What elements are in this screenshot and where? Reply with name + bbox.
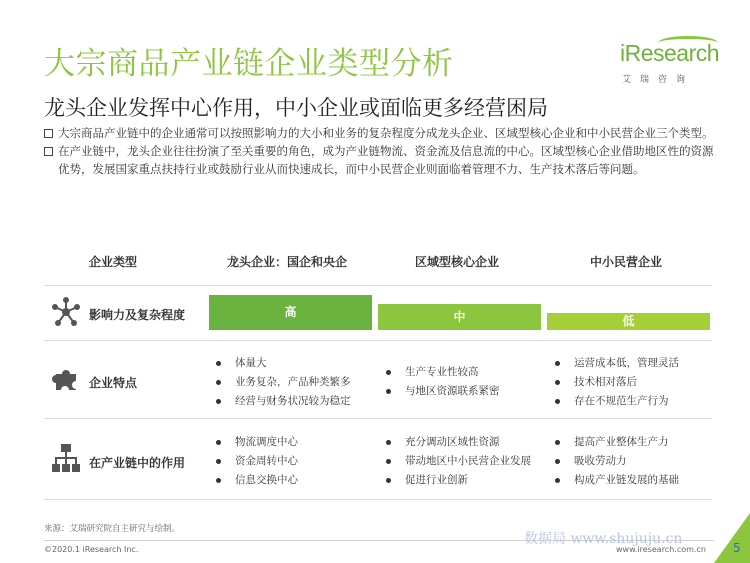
list-item: 吸收劳动力: [552, 452, 679, 471]
list-item: 经营与财务状况较为稳定: [213, 392, 351, 411]
hierarchy-icon: [50, 442, 82, 474]
list-item: 信息交换中心: [213, 471, 298, 490]
website-link[interactable]: www.iresearch.com.cn: [616, 545, 706, 554]
features-regional-list: [383, 363, 500, 401]
row-label-role: 在产业链中的作用: [89, 456, 186, 470]
list-item: 技术相对落后: [552, 373, 679, 392]
copyright: ©2020.1 iResearch Inc.: [44, 545, 139, 554]
list-item: 业务复杂，产品种类繁多: [213, 373, 351, 392]
divider: [44, 285, 712, 286]
list-item: 资金周转中心: [213, 452, 298, 471]
network-nodes-icon: [50, 296, 82, 328]
divider: [44, 340, 712, 341]
level-label: 高: [284, 305, 297, 319]
iresearch-logo: [620, 40, 720, 88]
page-subtitle: 龙头企业发挥中心作用，中小企业或面临更多经营困局: [44, 96, 548, 120]
intro-text: 在产业链中，龙头企业往往扮演了至关重要的角色，成为产业链物流、资金流及信息流的中心。区域型核心企业借助地区性的资源优势，发展国家重点扶持行业或鼓励行业从而快速成长，而中小民营企业则面临着管理不力、生产技术落后等问题。: [58, 144, 714, 176]
puzzle-icon: [50, 364, 82, 396]
divider: [44, 499, 712, 500]
logo-cn-text: 艾瑞咨询: [622, 75, 695, 85]
list-item: 提高产业整体生产力: [552, 433, 679, 452]
header-regional: 区域型核心企业: [415, 255, 500, 269]
list-item: 存在不规范生产行为: [552, 392, 679, 411]
page-title: 大宗商品产业链企业类型分析: [44, 46, 454, 82]
level-label: 低: [622, 314, 635, 328]
divider: [44, 418, 712, 419]
list-item: 与地区资源联系紧密: [383, 382, 500, 401]
role-sme-list: [552, 433, 679, 490]
intro-bullet: [44, 124, 719, 142]
watermark: 数据局 www.shujuju.cn: [524, 531, 683, 547]
level-bar-high: [209, 295, 372, 330]
list-item: 体量大: [213, 354, 351, 373]
page-number: 5: [733, 541, 741, 555]
features-leading-list: [213, 354, 351, 411]
role-regional-list: [383, 433, 531, 490]
list-item: 促进行业创新: [383, 471, 531, 490]
logo-text: iResearch: [620, 40, 720, 66]
level-label: 中: [453, 310, 466, 324]
source-note: 来源：艾瑞研究院自主研究与绘制。: [44, 524, 181, 534]
list-item: 构成产业链发展的基础: [552, 471, 679, 490]
row-label-features: 企业特点: [89, 376, 138, 390]
role-leading-list: [213, 433, 298, 490]
features-sme-list: [552, 354, 679, 411]
list-item: 物流调度中心: [213, 433, 298, 452]
level-bar-medium: [378, 304, 541, 330]
header-leading: 龙头企业：国企和央企: [227, 255, 348, 269]
intro-bullet: [44, 142, 719, 178]
intro-bullets: [44, 124, 719, 178]
row-label-influence: 影响力及复杂程度: [89, 308, 186, 322]
list-item: 运营成本低，管理灵活: [552, 354, 679, 373]
intro-text: 大宗商品产业链中的企业通常可以按照影响力的大小和业务的复杂程度分成龙头企业、区域型核心企业和中小民营企业三个类型。: [58, 126, 714, 140]
list-item: 生产专业性较高: [383, 363, 500, 382]
header-enterprise-type: 企业类型: [89, 255, 138, 269]
corner-decoration: [714, 513, 750, 563]
checkbox-square-icon: [44, 147, 53, 156]
header-sme: 中小民营企业: [590, 255, 663, 269]
list-item: 充分调动区域性资源: [383, 433, 531, 452]
level-bar-low: [547, 313, 710, 330]
list-item: 带动地区中小民营企业发展: [383, 452, 531, 471]
checkbox-square-icon: [44, 129, 53, 138]
